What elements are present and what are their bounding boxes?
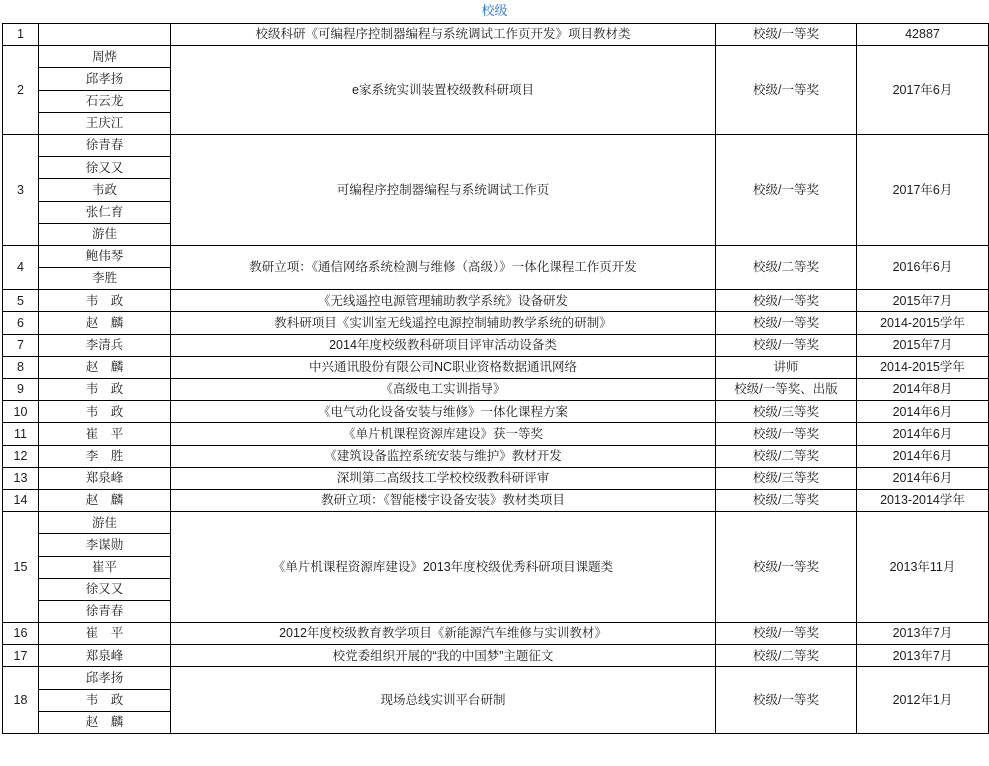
row-number-cell: 16 xyxy=(3,623,39,645)
table-row xyxy=(3,645,989,667)
name-cell: 李谋勋 xyxy=(39,534,171,556)
award-cell: 校级/一等奖 xyxy=(716,134,857,245)
name-cell: 韦 政 xyxy=(39,379,171,401)
award-cell: 校级/一等奖 xyxy=(716,623,857,645)
table-row xyxy=(3,334,989,356)
award-cell: 校级/二等奖 xyxy=(716,445,857,467)
name-cell: 韦 政 xyxy=(39,401,171,423)
table-row xyxy=(3,290,989,312)
project-cell: e家系统实训装置校级教科研项目 xyxy=(171,46,716,135)
row-number-cell: 7 xyxy=(3,334,39,356)
table-row xyxy=(3,46,989,68)
table-row xyxy=(3,467,989,489)
row-number-cell: 17 xyxy=(3,645,39,667)
date-cell: 2015年7月 xyxy=(857,290,989,312)
name-cell: 韦 政 xyxy=(39,689,171,711)
table-row xyxy=(3,134,989,156)
award-cell: 校级/一等奖 xyxy=(716,423,857,445)
table-row xyxy=(3,667,989,689)
name-cell: 游佳 xyxy=(39,223,171,245)
name-cell: 周烨 xyxy=(39,46,171,68)
date-cell: 2012年1月 xyxy=(857,667,989,734)
row-number-cell: 6 xyxy=(3,312,39,334)
project-cell: 《单片机课程资源库建设》获一等奖 xyxy=(171,423,716,445)
row-number-cell: 9 xyxy=(3,379,39,401)
table-row xyxy=(3,245,989,267)
award-cell: 校级/二等奖 xyxy=(716,645,857,667)
date-cell: 2014年8月 xyxy=(857,379,989,401)
table-row xyxy=(3,445,989,467)
date-cell: 2014年6月 xyxy=(857,445,989,467)
name-cell: 赵 麟 xyxy=(39,312,171,334)
award-cell: 校级/三等奖 xyxy=(716,467,857,489)
name-cell: 崔 平 xyxy=(39,423,171,445)
name-cell: 崔 平 xyxy=(39,623,171,645)
award-cell: 校级/一等奖 xyxy=(716,290,857,312)
project-cell: 校党委组织开展的“我的中国梦”主题征文 xyxy=(171,645,716,667)
date-cell: 42887 xyxy=(857,24,989,46)
name-cell: 赵 麟 xyxy=(39,711,171,733)
table-row xyxy=(3,312,989,334)
row-number-cell: 11 xyxy=(3,423,39,445)
name-cell: 石云龙 xyxy=(39,90,171,112)
date-cell: 2015年7月 xyxy=(857,334,989,356)
name-cell xyxy=(39,24,171,46)
name-cell: 鲍伟琴 xyxy=(39,245,171,267)
name-cell: 崔平 xyxy=(39,556,171,578)
row-number-cell: 5 xyxy=(3,290,39,312)
award-cell: 校级/一等奖 xyxy=(716,312,857,334)
name-cell: 李 胜 xyxy=(39,445,171,467)
name-cell: 邱孝扬 xyxy=(39,667,171,689)
table-row xyxy=(3,489,989,511)
date-cell: 2013年7月 xyxy=(857,623,989,645)
award-cell: 校级/一等奖 xyxy=(716,24,857,46)
row-number-cell: 8 xyxy=(3,356,39,378)
row-number-cell: 12 xyxy=(3,445,39,467)
name-cell: 郑泉峰 xyxy=(39,645,171,667)
date-cell: 2014年6月 xyxy=(857,467,989,489)
name-cell: 赵 麟 xyxy=(39,356,171,378)
row-number-cell: 3 xyxy=(3,134,39,245)
date-cell: 2013-2014学年 xyxy=(857,489,989,511)
row-number-cell: 15 xyxy=(3,512,39,623)
row-number-cell: 1 xyxy=(3,24,39,46)
row-number-cell: 18 xyxy=(3,667,39,734)
award-cell: 校级/一等奖 xyxy=(716,512,857,623)
name-cell: 徐青春 xyxy=(39,600,171,622)
row-number-cell: 13 xyxy=(3,467,39,489)
project-cell: 教科研项目《实训室无线遥控电源控制辅助教学系统的研制》 xyxy=(171,312,716,334)
table-row xyxy=(3,512,989,534)
name-cell: 徐又又 xyxy=(39,157,171,179)
project-cell: 《建筑设备监控系统安装与维护》教材开发 xyxy=(171,445,716,467)
award-cell: 讲师 xyxy=(716,356,857,378)
table-row xyxy=(3,379,989,401)
project-cell: 2014年度校级教科研项目评审活动设备类 xyxy=(171,334,716,356)
name-cell: 张仁育 xyxy=(39,201,171,223)
date-cell: 2016年6月 xyxy=(857,245,989,289)
date-cell: 2013年7月 xyxy=(857,645,989,667)
awards-table-body xyxy=(3,24,989,734)
award-cell: 校级/三等奖 xyxy=(716,401,857,423)
table-row xyxy=(3,623,989,645)
name-cell: 赵 麟 xyxy=(39,489,171,511)
award-cell: 校级/一等奖 xyxy=(716,667,857,734)
date-cell: 2013年11月 xyxy=(857,512,989,623)
award-cell: 校级/二等奖 xyxy=(716,245,857,289)
award-cell: 校级/一等奖 xyxy=(716,334,857,356)
awards-table xyxy=(2,23,989,734)
name-cell: 李胜 xyxy=(39,268,171,290)
name-cell: 游佳 xyxy=(39,512,171,534)
project-cell: 深圳第二高级技工学校校级教科研评审 xyxy=(171,467,716,489)
date-cell: 2014-2015学年 xyxy=(857,356,989,378)
project-cell: 教研立项：《智能楼宇设备安装》教材类项目 xyxy=(171,489,716,511)
table-row xyxy=(3,24,989,46)
date-cell: 2014-2015学年 xyxy=(857,312,989,334)
project-cell: 教研立项：《通信网络系统检测与维修（高级）》一体化课程工作页开发 xyxy=(171,245,716,289)
row-number-cell: 2 xyxy=(3,46,39,135)
project-cell: 《单片机课程资源库建设》2013年度校级优秀科研项目课题类 xyxy=(171,512,716,623)
project-cell: 校级科研《可编程序控制器编程与系统调试工作页开发》项目教材类 xyxy=(171,24,716,46)
row-number-cell: 14 xyxy=(3,489,39,511)
award-cell: 校级/二等奖 xyxy=(716,489,857,511)
name-cell: 郑泉峰 xyxy=(39,467,171,489)
name-cell: 徐又又 xyxy=(39,578,171,600)
table-row xyxy=(3,423,989,445)
date-cell: 2014年6月 xyxy=(857,423,989,445)
date-cell: 2017年6月 xyxy=(857,134,989,245)
name-cell: 韦 政 xyxy=(39,290,171,312)
name-cell: 韦政 xyxy=(39,179,171,201)
page-title: 校级 xyxy=(481,3,508,18)
date-cell: 2017年6月 xyxy=(857,46,989,135)
project-cell: 现场总线实训平台研制 xyxy=(171,667,716,734)
project-cell: 2012年度校级教育教学项目《新能源汽车维修与实训教材》 xyxy=(171,623,716,645)
project-cell: 可编程序控制器编程与系统调试工作页 xyxy=(171,134,716,245)
project-cell: 《无线遥控电源管理辅助教学系统》设备研发 xyxy=(171,290,716,312)
award-cell: 校级/一等奖、出版 xyxy=(716,379,857,401)
name-cell: 李清兵 xyxy=(39,334,171,356)
table-row xyxy=(3,356,989,378)
project-cell: 《高级电工实训指导》 xyxy=(171,379,716,401)
row-number-cell: 10 xyxy=(3,401,39,423)
row-number-cell: 4 xyxy=(3,245,39,289)
table-row xyxy=(3,401,989,423)
project-cell: 中兴通讯股份有限公司NC职业资格数据通讯网络 xyxy=(171,356,716,378)
name-cell: 邱孝扬 xyxy=(39,68,171,90)
name-cell: 王庆江 xyxy=(39,112,171,134)
project-cell: 《电气动化设备安装与维修》一体化课程方案 xyxy=(171,401,716,423)
date-cell: 2014年6月 xyxy=(857,401,989,423)
award-cell: 校级/一等奖 xyxy=(716,46,857,135)
name-cell: 徐青春 xyxy=(39,134,171,156)
